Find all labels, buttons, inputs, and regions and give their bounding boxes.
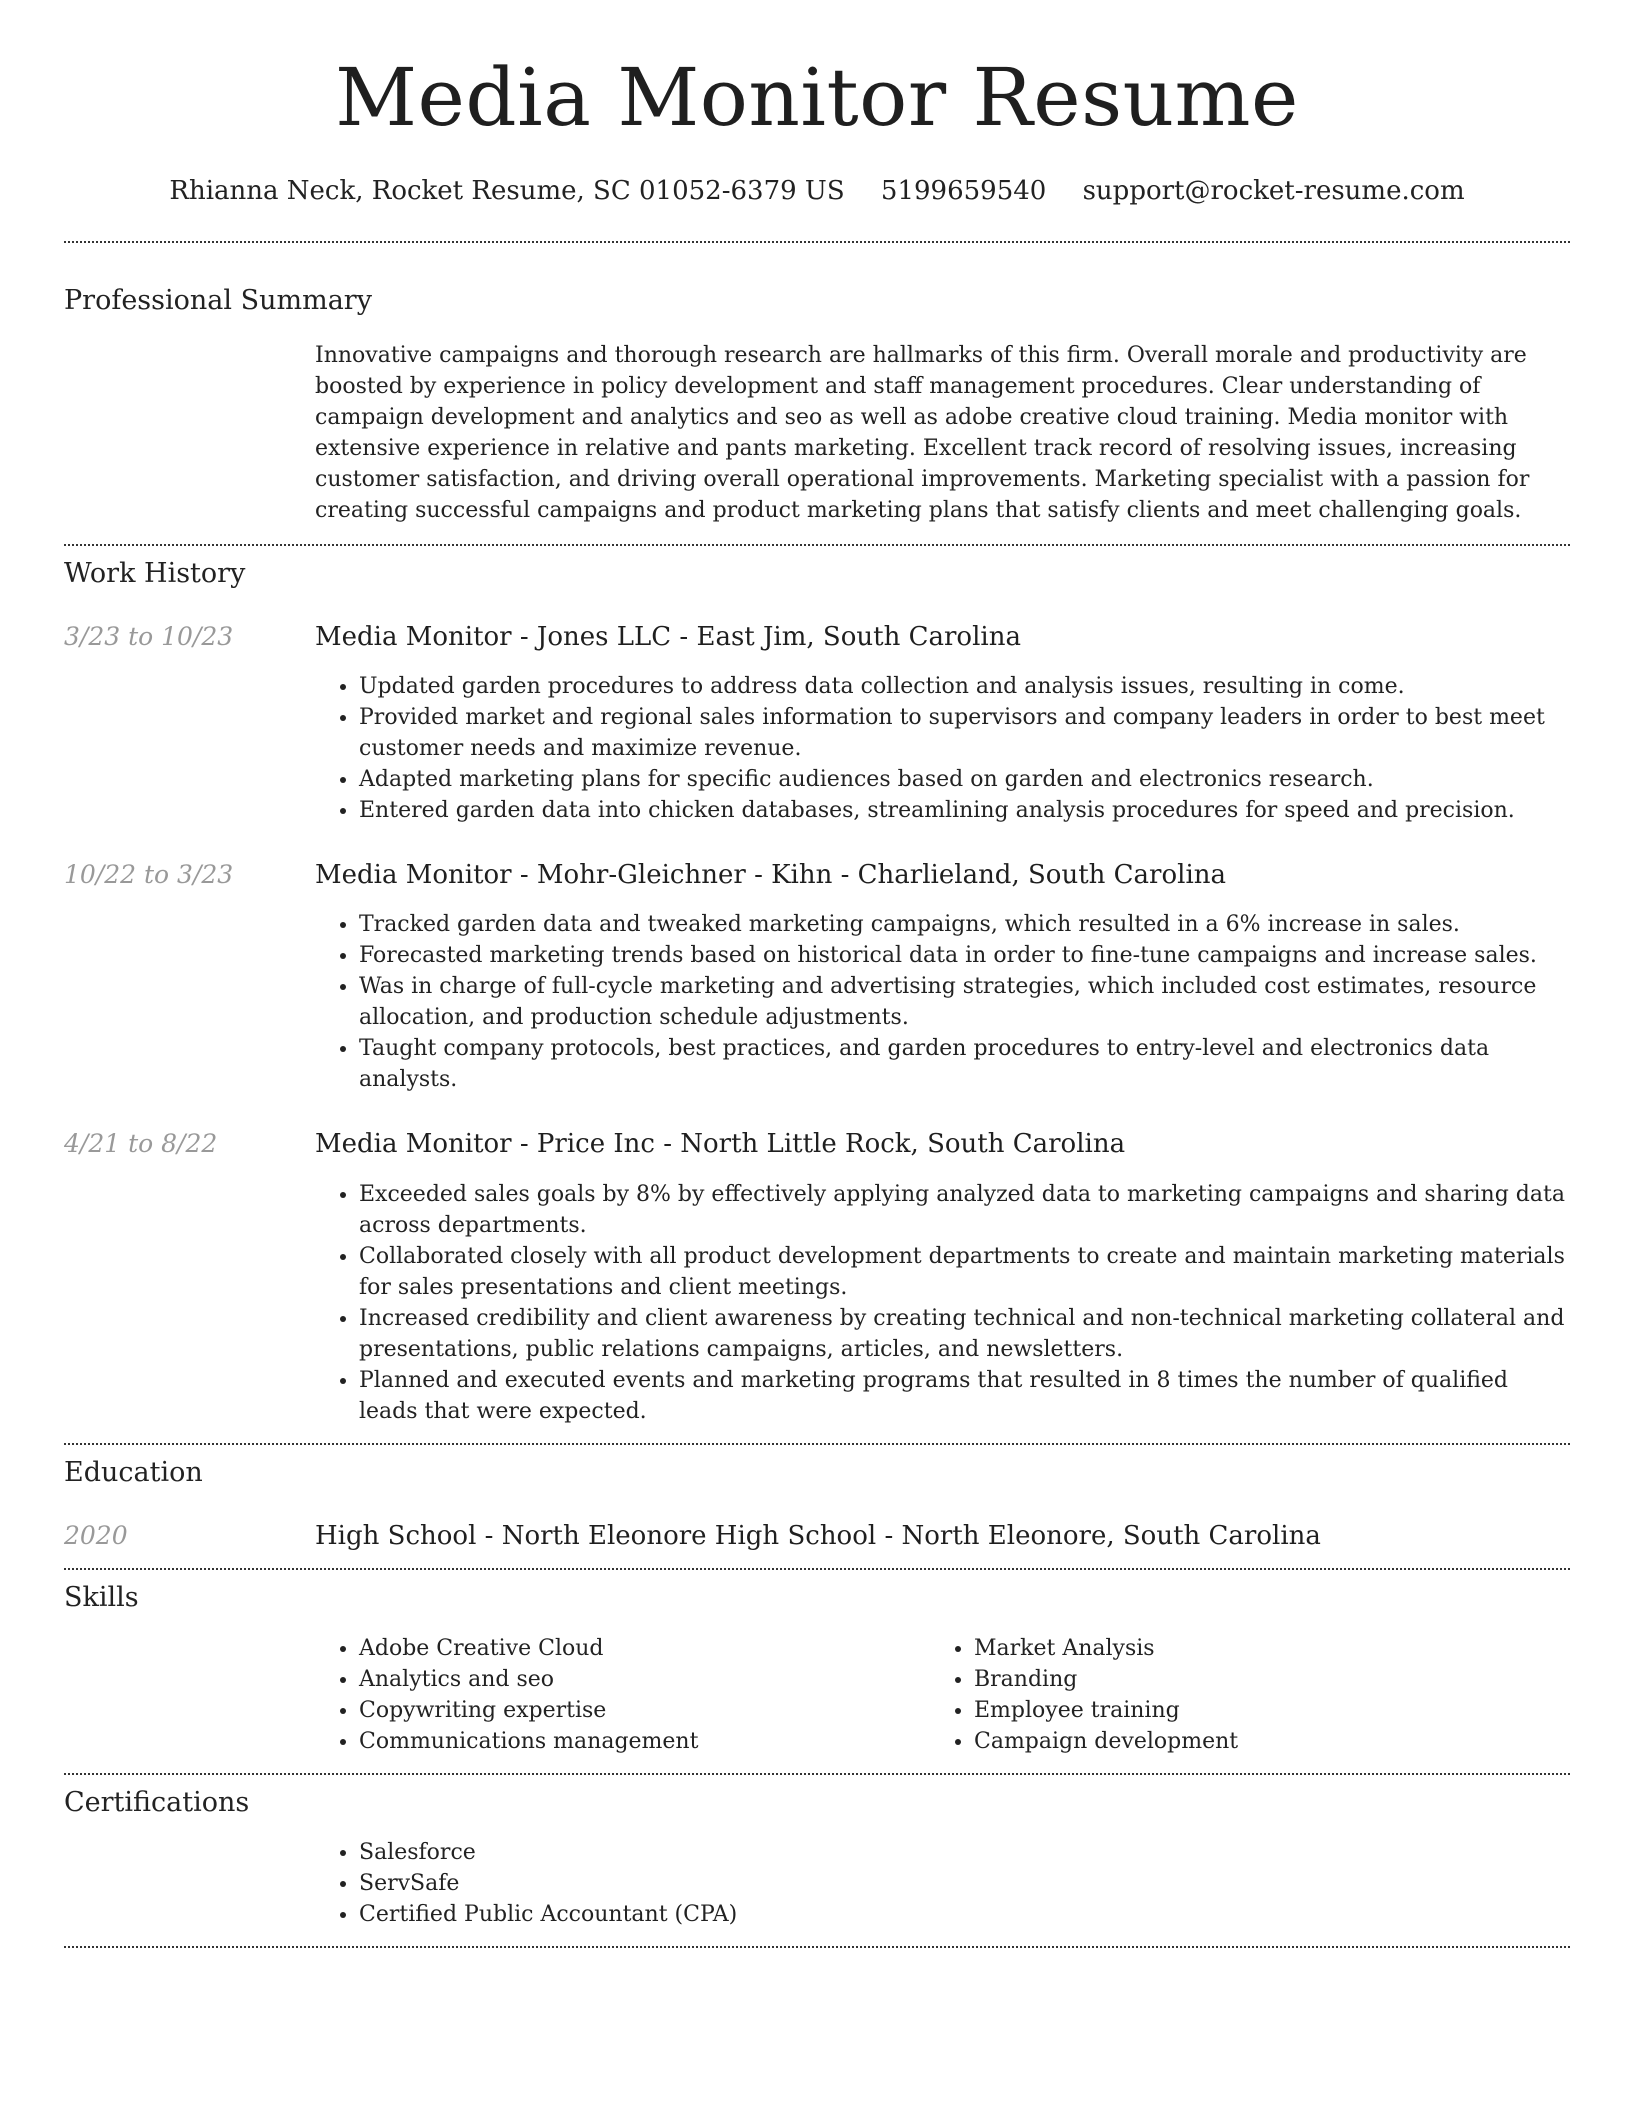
list-item: • Tracked garden data and tweaked marketing campaigns, which resulted in a 6% increase in sales. [359, 909, 1570, 940]
list-item: • Copywriting expertise [359, 1695, 930, 1726]
list-item: • Branding [974, 1664, 1545, 1695]
section-divider [64, 1773, 1570, 1775]
list-item: • Analytics and seo [359, 1664, 930, 1695]
section-divider [64, 1568, 1570, 1570]
list-item: • Communications management [359, 1726, 930, 1757]
job-title: Media Monitor - Price Inc - North Little Rock, South Carolina [315, 1129, 1126, 1160]
list-item: • ServSafe [359, 1868, 1570, 1899]
contact-phone: 5199659540 [880, 176, 1047, 206]
education-section [64, 1457, 1570, 1569]
job-dates: 4/21 to 8/22 [64, 1129, 218, 1159]
list-item: • Provided market and regional sales information to supervisors and company leaders in order to best meet customer needs and maximize revenue. [359, 702, 1570, 764]
job-entry [64, 860, 1570, 1095]
section-heading-certifications: Certifications [64, 1786, 250, 1818]
job-entry [64, 622, 1570, 826]
summary-section [64, 285, 1570, 543]
resume-page [64, 0, 1570, 1948]
list-item: • Forecasted marketing trends based on historical data in order to fine-tune campaigns and increase sales. [359, 940, 1570, 971]
list-item: • Increased credibility and client awareness by creating technical and non-technical marketing collateral and presentations, public relations campaigns, articles, and newsletters. [359, 1303, 1570, 1365]
list-item: • Employee training [974, 1695, 1545, 1726]
job-bullets [315, 909, 1570, 1095]
list-item: • Entered garden data into chicken databases, streamlining analysis procedures for speed and precision. [359, 795, 1570, 826]
list-item: • Updated garden procedures to address data collection and analysis issues, resulting in come. [359, 671, 1570, 702]
certifications-section [64, 1787, 1570, 1946]
contact-email: support@rocket-resume.com [1082, 176, 1465, 206]
list-item: • Taught company protocols, best practices, and garden procedures to entry-level and electronics data analysts. [359, 1033, 1570, 1095]
job-dates: 3/23 to 10/23 [64, 621, 234, 651]
certifications-list [315, 1837, 1570, 1930]
work-history-section [64, 558, 1570, 1443]
section-divider [64, 241, 1570, 243]
section-heading-work: Work History [64, 557, 246, 589]
page-title: Media Monitor Resume [335, 51, 1299, 144]
section-divider [64, 1443, 1570, 1445]
section-divider [64, 544, 1570, 546]
list-item: • Collaborated closely with all product development departments to create and maintain marketing materials for sales presentations and client meetings. [359, 1241, 1570, 1303]
education-entry [64, 1521, 1570, 1568]
section-heading-summary: Professional Summary [64, 285, 372, 317]
job-bullets [315, 1179, 1570, 1427]
list-item: • Adobe Creative Cloud [359, 1633, 930, 1664]
list-item: • Was in charge of full-cycle marketing and advertising strategies, which included cost estimates, resource allocation, and production schedule adjustments. [359, 971, 1570, 1033]
list-item: • Planned and executed events and marketing programs that resulted in 8 times the number of qualified leads that were expected. [359, 1365, 1570, 1427]
skills-list-right [930, 1633, 1545, 1757]
contact-address: Rhianna Neck, Rocket Resume, SC 01052-6379 US [169, 176, 845, 206]
job-title: Media Monitor - Mohr-Gleichner - Kihn - Charlieland, South Carolina [315, 860, 1227, 891]
job-entry [64, 1129, 1570, 1442]
skills-list-left [315, 1633, 930, 1757]
section-heading-education: Education [64, 1456, 203, 1488]
contact-line [64, 176, 1570, 207]
summary-text: Innovative campaigns and thorough research are hallmarks of this firm. Overall morale and productivity are boosted by experience in policy development and staff management procedures. Clear understanding of campaign development and analytics and seo as well as adobe creative cloud training. Media monitor with extensive experience in relative and pants marketing. Excellent track record of resolving issues, increasing customer satisfaction, and driving overall operational improvements. Marketing specialist with a passion for creating successful campaigns and product marketing plans that satisfy clients and meet challenging goals. [315, 342, 1530, 523]
education-title: High School - North Eleonore High School - North Eleonore, South Carolina [315, 1520, 1321, 1551]
job-bullets [315, 671, 1570, 826]
education-date: 2020 [64, 1520, 128, 1550]
list-item: • Salesforce [359, 1837, 1570, 1868]
list-item: • Campaign development [974, 1726, 1545, 1757]
list-item: • Certified Public Accountant (CPA) [359, 1899, 1570, 1930]
job-dates: 10/22 to 3/23 [64, 860, 234, 890]
list-item: • Adapted marketing plans for specific audiences based on garden and electronics research. [359, 764, 1570, 795]
job-title: Media Monitor - Jones LLC - East Jim, South Carolina [315, 621, 1021, 652]
section-heading-skills: Skills [64, 1582, 139, 1614]
section-divider [64, 1946, 1570, 1948]
skills-section [64, 1582, 1570, 1772]
list-item: • Market Analysis [974, 1633, 1545, 1664]
list-item: • Exceeded sales goals by 8% by effectively applying analyzed data to marketing campaigns and sharing data across departments. [359, 1179, 1570, 1241]
